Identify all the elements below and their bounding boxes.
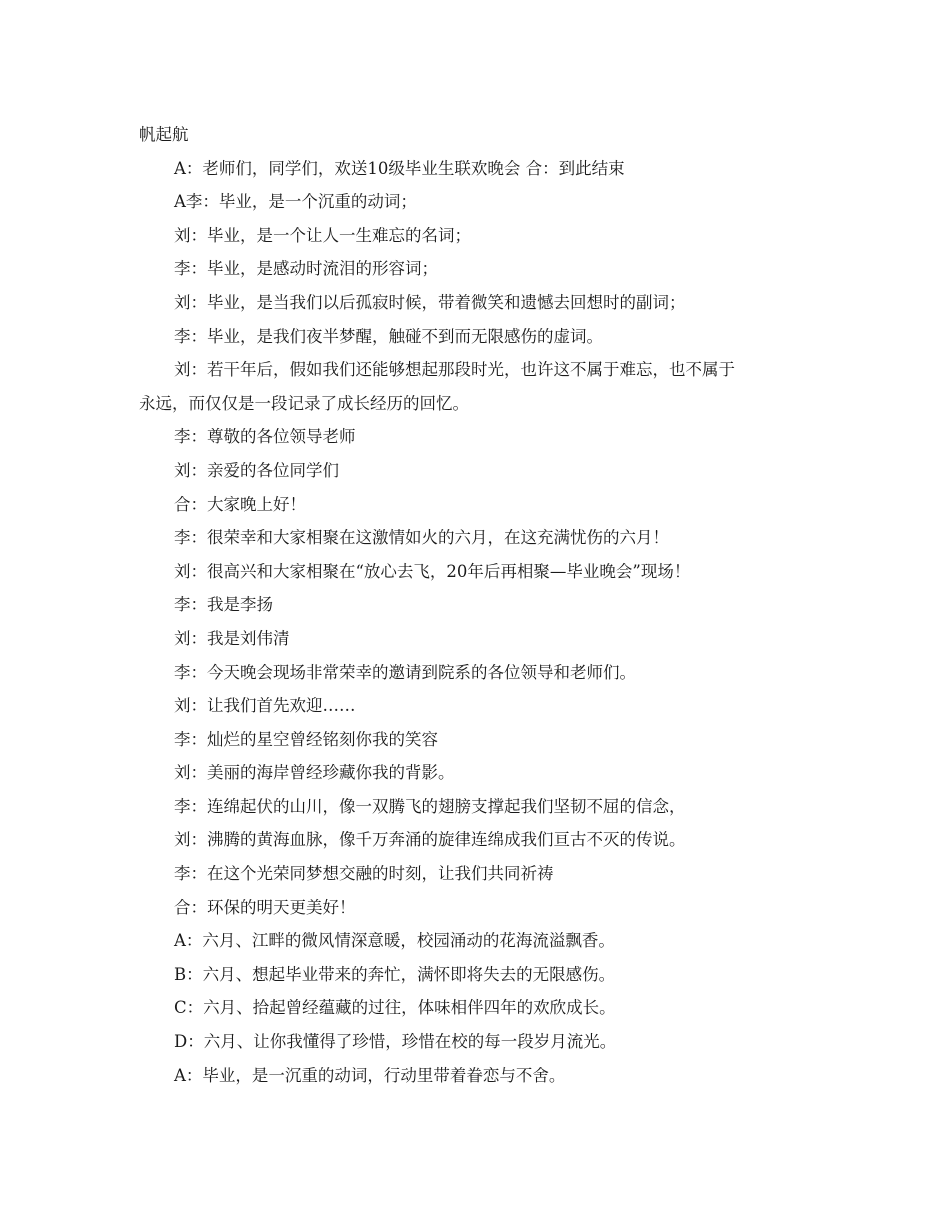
script-line: 刘：美丽的海岸曾经珍藏你我的背影。	[174, 763, 455, 783]
script-line: 刘：沸腾的黄海血脉，像千万奔涌的旋律连绵成我们亘古不灭的传说。	[174, 830, 686, 850]
script-line-continuation: 永远，而仅仅是一段记录了成长经历的回忆。	[139, 393, 469, 413]
script-line: B：六月、想起毕业带来的奔忙，满怀即将失去的无限感伤。	[174, 964, 616, 984]
script-line: 刘：让我们首先欢迎……	[174, 696, 356, 716]
script-line: 刘：若干年后，假如我们还能够想起那段时光，也许这不属于难忘，也不属于	[174, 360, 735, 380]
document-body	[139, 118, 819, 1092]
document-heading: 帆起航	[139, 125, 189, 144]
script-line: 刘：毕业，是当我们以后孤寂时候，带着微笑和遗憾去回想时的副词；	[174, 292, 686, 312]
script-line: 刘：我是刘伟清	[174, 628, 290, 648]
script-line: 李：毕业，是我们夜半梦醒，触碰不到而无限感伤的虚词。	[174, 326, 603, 346]
script-line: 李：灿烂的星空曾经铭刻你我的笑容	[174, 729, 438, 749]
script-line: 合：大家晚上好！	[174, 494, 306, 514]
script-line: A：六月、江畔的微风情深意暖，校园涌动的花海流溢飘香。	[174, 931, 615, 951]
script-line: A：毕业，是一沉重的动词，行动里带着眷恋与不舍。	[174, 1065, 566, 1085]
script-line: 刘：亲爱的各位同学们	[174, 460, 339, 480]
script-line: 李：很荣幸和大家相聚在这激情如火的六月，在这充满忧伤的六月！	[174, 528, 669, 548]
script-line: 李：毕业，是感动时流泪的形容词；	[174, 259, 438, 279]
script-line: 李：连绵起伏的山川，像一双腾飞的翅膀支撑起我们坚韧不屈的信念，	[174, 796, 686, 816]
script-line: 李：在这个光荣同梦想交融的时刻，让我们共同祈祷	[174, 864, 554, 884]
script-line: A李：毕业，是一个沉重的动词；	[174, 192, 417, 212]
script-line: A：老师们，同学们，欢送10级毕业生联欢晚会 合：到此结束	[174, 158, 625, 178]
script-line: C：六月、拾起曾经蕴藏的过往，体味相伴四年的欢欣成长。	[174, 998, 616, 1018]
script-line: 刘：很高兴和大家相聚在“放心去飞，20年后再相聚—毕业晚会”现场！	[174, 561, 691, 581]
script-line: 李：今天晚会现场非常荣幸的邀请到院系的各位领导和老师们。	[174, 662, 636, 682]
script-line: 李：尊敬的各位领导老师	[174, 427, 356, 447]
script-line: 刘：毕业，是一个让人一生难忘的名词；	[174, 225, 471, 245]
script-line: 李：我是李扬	[174, 595, 273, 615]
script-line: D：六月、让你我懂得了珍惜，珍惜在校的每一段岁月流光。	[174, 1032, 617, 1052]
script-line: 合：环保的明天更美好！	[174, 897, 356, 917]
